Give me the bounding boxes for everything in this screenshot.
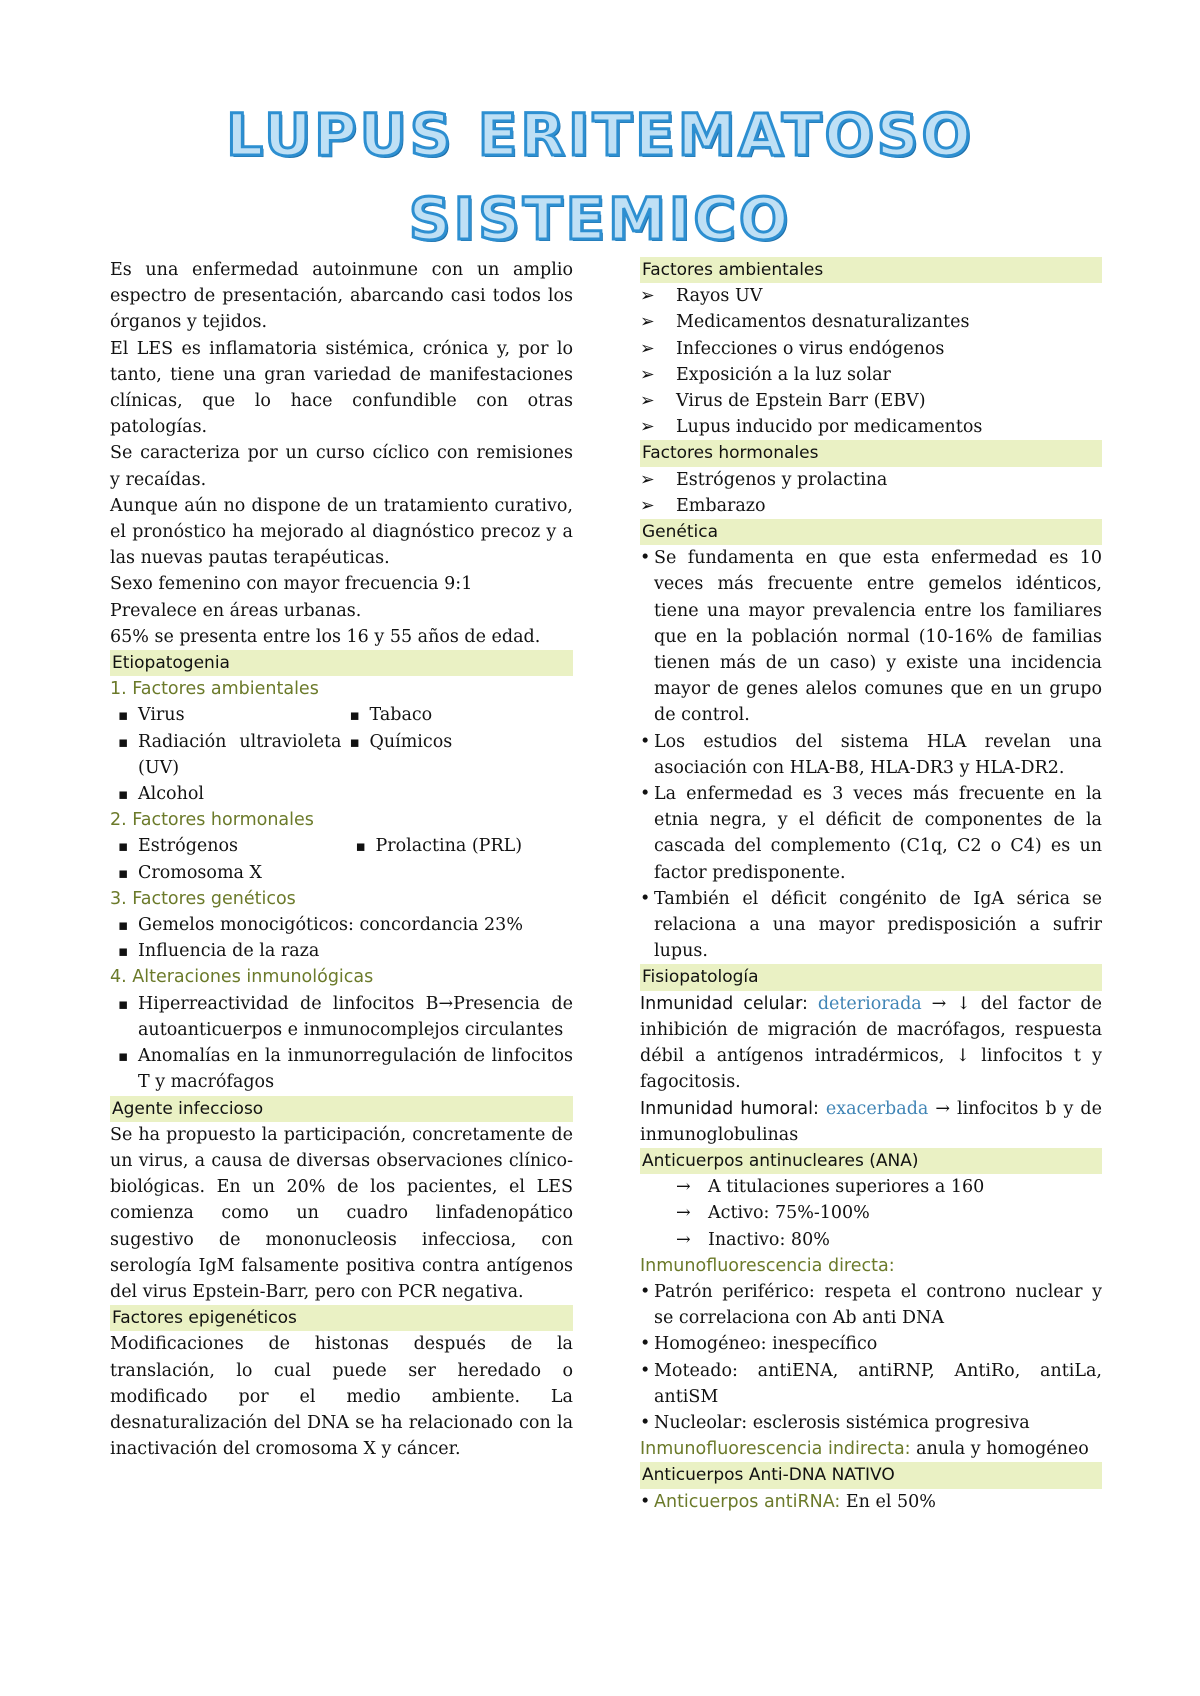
page-title-line2: SISTEMICO: [408, 185, 792, 253]
list-item: ➢ Rayos UV: [640, 283, 1102, 309]
list: [640, 283, 1102, 440]
list-item: ▪ Hiperreactividad de linfocitos B→Presencia de autoanticuerpos e inmunocomplejos circulantes: [110, 991, 573, 1043]
intro-paragraph: Es una enfermedad autoinmune con un amplio espectro de presentación, abarcando casi todos los órganos y tejidos.: [110, 260, 573, 333]
intro-paragraph: Se caracteriza por un curso cíclico con remisiones y recaídas.: [110, 443, 573, 490]
list-item: ➢ Exposición a la luz solar: [640, 362, 1102, 388]
label: Inmunidad celular:: [640, 993, 808, 1014]
paragraph: Modificaciones de histonas después de la translación, lo cual puede ser heredado o modificado por el medio ambiente. La desnaturalización del DNA se ha relacionado con la inactivación del cromosoma X y cáncer.: [110, 1334, 573, 1460]
list-item: ➢ Infecciones o virus endógenos: [640, 336, 1102, 362]
list-item: ➢ Virus de Epstein Barr (EBV): [640, 388, 1102, 414]
subsection-title: 1. Factores ambientales: [110, 679, 319, 700]
list-item: → Inactivo: 80%: [640, 1227, 1102, 1253]
section-header-etiopatogenia: Etiopatogenia: [110, 650, 573, 676]
intro-paragraph: 65% se presenta entre los 16 y 55 años de edad.: [110, 626, 541, 647]
page-title-line1: LUPUS ERITEMATOSO: [226, 101, 974, 169]
list-item: • También el déficit congénito de IgA sérica se relaciona a una mayor predisposición a sufrir lupus.: [640, 886, 1102, 965]
section-header-anti-dna: Anticuerpos Anti-DNA NATIVO: [640, 1462, 1102, 1488]
list-item: ▪ Estrógenos: [110, 833, 347, 859]
state-text: deteriorada: [817, 993, 922, 1014]
list: [347, 833, 573, 885]
list: [640, 1279, 1102, 1436]
intro-paragraph: Sexo femenino con mayor frecuencia 9:1: [110, 574, 473, 595]
list-item: ▪ Gemelos monocigóticos: concordancia 23%: [110, 912, 573, 938]
list-item: • Patrón periférico: respeta el controno nuclear y se correlaciona con Ab anti DNA: [640, 1279, 1102, 1331]
list-item: ▪ Influencia de la raza: [110, 938, 573, 964]
list-item: ➢ Lupus inducido por medicamentos: [640, 414, 1102, 440]
list-item: • Los estudios del sistema HLA revelan una asociación con HLA-B8, HLA-DR3 y HLA-DR2.: [640, 729, 1102, 781]
section-header-genetica: Genética: [640, 519, 1102, 545]
paragraph: [640, 1096, 1102, 1148]
text: anula y homogéneo: [916, 1439, 1089, 1460]
text: En el 50%: [845, 1491, 936, 1512]
list: [640, 1174, 1102, 1253]
left-column: [110, 257, 573, 1462]
section-header-agente: Agente infeccioso: [110, 1096, 573, 1122]
list-item: ➢ Embarazo: [640, 493, 1102, 519]
list-item: • Moteado: antiENA, antiRNP, AntiRo, antiLa, antiSM: [640, 1358, 1102, 1410]
list: [640, 1489, 1102, 1515]
intro-paragraph: Prevalece en áreas urbanas.: [110, 600, 362, 621]
list-item: • Se fundamenta en que esta enfermedad es 10 veces más frecuente entre gemelos idénticos, tiene una mayor prevalencia entre los familiares que en la población normal (10-16% de familias tienen más de un caso) y existe una incidencia mayor de genes alelos comunes que en un grupo de control.: [640, 545, 1102, 728]
right-column: [640, 257, 1102, 1515]
paragraph: [640, 1436, 1102, 1462]
intro-paragraph: Aunque aún no dispone de un tratamiento curativo, el pronóstico ha mejorado al diagnóstico precoz y a las nuevas pautas terapéuticas.: [110, 495, 573, 569]
list: [110, 991, 573, 1096]
list: [342, 702, 574, 807]
list-item: ▪ Químicos: [342, 729, 574, 755]
text: → ↓ del factor de inhibición de migración de macrófagos, respuesta débil a antígenos intradérmicos, ↓ linfocitos t y fagocitosis.: [640, 993, 1102, 1093]
section-header-factores-hormonales: Factores hormonales: [640, 440, 1102, 466]
list-item: → A titulaciones superiores a 160: [640, 1174, 1102, 1200]
paragraph: Se ha propuesto la participación, concretamente de un virus, a causa de diversas observaciones clínico-biológicas. En un 20% de los pacientes, el LES comienza como un cuadro linfadenopático sugestivo de mononucleosis infecciosa, con serología IgM falsamente positiva contra antígenos del virus Epstein-Barr, pero con PCR negativa.: [110, 1124, 573, 1302]
subsection-title: 4. Alteraciones inmunológicas: [110, 967, 374, 988]
list-item: • Nucleolar: esclerosis sistémica progresiva: [640, 1410, 1102, 1436]
state-text: exacerbada: [825, 1098, 929, 1119]
list-item: ▪ Cromosoma X: [110, 860, 347, 886]
section-header-epigeneticos: Factores epigenéticos: [110, 1305, 573, 1331]
section-header-ana: Anticuerpos antinucleares (ANA): [640, 1148, 1102, 1174]
section-header-fisiopatologia: Fisiopatología: [640, 964, 1102, 990]
label: Inmunofluorescencia indirecta:: [640, 1439, 911, 1460]
list: [640, 467, 1102, 519]
list: [640, 545, 1102, 964]
list-item: • La enfermedad es 3 veces más frecuente en la etnia negra, y el déficit de componentes de la cascada del complemento (C1q, C2 o C4) es un factor predisponente.: [640, 781, 1102, 886]
list-item: ▪ Radiación ultravioleta (UV): [110, 729, 342, 781]
list-item: ➢ Medicamentos desnaturalizantes: [640, 309, 1102, 335]
list-item: ▪ Tabaco: [342, 702, 574, 728]
list-item: ➢ Estrógenos y prolactina: [640, 467, 1102, 493]
subsection-title: 3. Factores genéticos: [110, 888, 296, 909]
list-item: → Activo: 75%-100%: [640, 1200, 1102, 1226]
list-item: [640, 1489, 1102, 1515]
intro-paragraph: El LES es inflamatoria sistémica, crónica y, por lo tanto, tiene una gran variedad de manifestaciones clínicas, que lo hace confundible con otras patologías.: [110, 338, 573, 438]
list-item: ▪ Anomalías en la inmunorregulación de linfocitos T y macrófagos: [110, 1043, 573, 1095]
paragraph: [640, 991, 1102, 1096]
section-header-factores-ambientales: Factores ambientales: [640, 257, 1102, 283]
list-item: ▪ Prolactina (PRL): [347, 833, 573, 859]
label: Anticuerpos antiRNA:: [654, 1491, 841, 1512]
list: [110, 833, 347, 885]
list: [110, 702, 342, 807]
subsection-title: Inmunofluorescencia directa:: [640, 1255, 895, 1276]
text: → linfocitos b y de inmunoglobulinas: [640, 1098, 1102, 1145]
label: Inmunidad humoral:: [640, 1098, 819, 1119]
list: [110, 912, 573, 964]
list-item: ▪ Virus: [110, 702, 342, 728]
subsection-title: 2. Factores hormonales: [110, 810, 314, 831]
list-item: • Homogéneo: inespecífico: [640, 1331, 1102, 1357]
list-item: ▪ Alcohol: [110, 781, 342, 807]
